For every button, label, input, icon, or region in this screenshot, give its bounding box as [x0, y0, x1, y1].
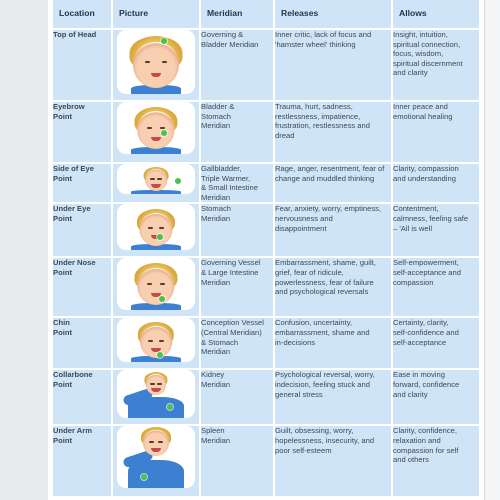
allows-cell-line: forward, confidence	[393, 379, 460, 389]
allows-cell-line: calmness, feeling safe	[393, 213, 469, 223]
location-cell	[53, 425, 112, 497]
allows-cell-line: emotional healing	[393, 111, 453, 121]
eye-shape	[149, 441, 154, 443]
releases-cell-line: Inner critic, lack of focus and	[275, 30, 372, 39]
face-shape	[137, 111, 174, 148]
location-cell	[53, 203, 112, 257]
releases-cell-line: hopelessness, insecurity, and	[275, 435, 375, 445]
tapping-point-marker	[175, 178, 181, 184]
location-cell-line: Side of Eye	[53, 164, 94, 173]
releases-cell	[274, 163, 392, 203]
meridian-cell-line: & Stomach	[201, 337, 239, 347]
meridian-cell-line: Governing &	[201, 30, 244, 39]
tapping-points-table	[53, 0, 481, 498]
releases-cell-line: embarrassment, shame and	[275, 327, 370, 337]
meridian-cell-line: Meridian	[201, 435, 231, 445]
allows-cell-line: Clarity, confidence,	[393, 426, 458, 436]
allows-cell-line: Self-empowerment,	[393, 258, 459, 268]
allows-cell-line: self-confidence and	[393, 327, 459, 337]
allows-cell-line: Clarity, compassion	[393, 164, 459, 173]
meridian-cell-line: Stomach	[201, 111, 231, 121]
meridian-cell-line: Spleen	[201, 426, 225, 436]
eye-shape	[160, 127, 165, 129]
face-shape	[139, 213, 172, 246]
meridian-cell	[200, 29, 274, 101]
meridian-cell-line: Gallbladder,	[201, 164, 242, 173]
picture-cell	[112, 29, 200, 101]
woman-face-tap-side-of-eye-icon	[117, 164, 195, 194]
tapping-point-marker	[161, 38, 167, 44]
woman-tap-under-arm-icon	[117, 426, 195, 488]
eye-shape	[148, 340, 153, 342]
picture-cell	[112, 317, 200, 369]
location-cell-line: Point	[53, 327, 72, 337]
woman-face-tap-top-of-head-icon	[117, 30, 195, 94]
allows-cell	[392, 369, 480, 425]
location-cell-line: Under Nose	[53, 258, 96, 268]
allows-cell-line: – 'All is well	[393, 223, 433, 233]
location-cell-line: Point	[53, 213, 72, 223]
table-row	[53, 203, 480, 257]
allows-cell-line: and others	[393, 455, 429, 465]
header-picture: Picture	[112, 0, 200, 29]
location-cell	[53, 257, 112, 317]
location-cell-line: Collarbone	[53, 370, 93, 380]
eye-shape	[147, 127, 152, 129]
releases-cell-line: 'hamster wheel' thinking	[275, 39, 356, 49]
woman-face-tap-under-nose-icon	[117, 258, 195, 310]
location-cell	[53, 317, 112, 369]
meridian-cell-line: Triple Warmer,	[201, 173, 251, 183]
meridian-cell	[200, 317, 274, 369]
eye-shape	[159, 340, 164, 342]
releases-cell-line: change and muddled thinking	[275, 173, 375, 183]
table-row	[53, 101, 480, 163]
allows-cell-line: relaxation and	[393, 435, 441, 445]
meridian-cell	[200, 101, 274, 163]
releases-cell-line: Confusion, uncertainty,	[275, 318, 353, 328]
releases-cell-line: nervousness and	[275, 213, 333, 223]
face-shape	[133, 42, 179, 88]
meridian-cell	[200, 425, 274, 497]
picture-cell	[112, 163, 200, 203]
allows-cell	[392, 203, 480, 257]
allows-cell-line: Certainty, clarity,	[393, 318, 449, 328]
allows-cell-line: self-acceptance	[393, 337, 447, 347]
meridian-cell-line: Meridian	[201, 213, 231, 223]
allows-cell-line: spiritual discernment	[393, 58, 463, 68]
allows-cell-line: spiritual connection,	[393, 39, 461, 49]
eye-shape	[162, 61, 167, 63]
woman-face-tap-under-eye-icon	[117, 204, 195, 250]
releases-cell-line: frustration, restlessness and	[275, 121, 370, 131]
releases-cell-line: poor self-esteem	[275, 445, 332, 455]
woman-face-tap-chin-icon	[117, 318, 195, 362]
meridian-cell-line: Bladder &	[201, 102, 235, 111]
releases-cell-line: indecision, feeling stuck and	[275, 379, 370, 389]
location-cell-line: Point	[53, 379, 72, 389]
table-header-row	[53, 0, 480, 29]
allows-cell	[392, 101, 480, 163]
meridian-cell	[200, 369, 274, 425]
location-cell-line: Chin	[53, 318, 70, 328]
meridian-cell	[200, 203, 274, 257]
meridian-cell-line: & Large Intestine	[201, 267, 259, 277]
allows-cell-line: compassion for self	[393, 445, 459, 455]
releases-cell-line: disappointment	[275, 223, 327, 233]
table-row	[53, 29, 480, 101]
allows-cell	[392, 29, 480, 101]
picture-cell	[112, 257, 200, 317]
releases-cell	[274, 203, 392, 257]
allows-cell	[392, 317, 480, 369]
releases-cell	[274, 29, 392, 101]
document-page	[48, 0, 484, 500]
releases-cell	[274, 425, 392, 497]
header-allows: Allows	[392, 0, 480, 29]
releases-cell-line: Psychological reversal, worry,	[275, 370, 375, 380]
allows-cell	[392, 425, 480, 497]
meridian-cell-line: (Central Meridian)	[201, 327, 262, 337]
location-cell-line: Point	[53, 435, 72, 445]
meridian-cell	[200, 257, 274, 317]
picture-cell	[112, 101, 200, 163]
location-cell-line: Under Eye	[53, 204, 91, 214]
meridian-cell-line: Meridian	[201, 121, 231, 131]
location-cell-line: Point	[53, 111, 72, 121]
page-scroll-edge	[484, 0, 500, 500]
meridian-cell-line: Meridian	[201, 192, 231, 202]
releases-cell-line: Guilt, obsessing, worry,	[275, 426, 354, 436]
allows-cell-line: Insight, intuition,	[393, 30, 448, 39]
table-row	[53, 257, 480, 317]
releases-cell-line: general stress	[275, 389, 323, 399]
location-cell	[53, 29, 112, 101]
allows-cell-line: focus, wisdom,	[393, 49, 444, 59]
meridian-cell	[200, 163, 274, 203]
location-cell	[53, 163, 112, 203]
releases-cell-line: Fear, anxiety, worry, emptiness,	[275, 204, 382, 214]
meridian-cell-line: Meridian	[201, 347, 231, 357]
woman-face-tap-eyebrow-icon	[117, 102, 195, 154]
picture-cell	[112, 203, 200, 257]
location-cell-line: Under Arm	[53, 426, 92, 436]
releases-cell-line: in-decisions	[275, 337, 316, 347]
releases-cell-line: powerlessness, fear of failure	[275, 277, 374, 287]
meridian-cell-line: Conception Vessel	[201, 318, 264, 328]
allows-cell-line: self-acceptance and	[393, 267, 461, 277]
allows-cell-line: Ease in moving	[393, 370, 445, 380]
allows-cell-line: compassion	[393, 277, 434, 287]
woman-tap-collarbone-icon	[117, 370, 195, 418]
meridian-cell-line: Governing Vessel	[201, 258, 261, 268]
header-meridian: Meridian	[200, 0, 274, 29]
eye-shape	[159, 227, 164, 229]
meridian-cell-line: Kidney	[201, 370, 225, 380]
allows-cell-line: Contentment,	[393, 204, 439, 214]
releases-cell-line: Trauma, hurt, sadness,	[275, 102, 353, 111]
location-cell-line: Point	[53, 267, 72, 277]
releases-cell	[274, 101, 392, 163]
meridian-cell-line: Meridian	[201, 379, 231, 389]
releases-cell-line: Rage, anger, resentment, fear of	[275, 164, 385, 173]
allows-cell-line: and clarity	[393, 68, 428, 78]
header-releases: Releases	[274, 0, 392, 29]
face-shape	[140, 326, 172, 358]
allows-cell	[392, 257, 480, 317]
meridian-cell-line: Bladder Meridian	[201, 39, 259, 49]
picture-cell	[112, 425, 200, 497]
location-cell-line: Top of Head	[53, 30, 97, 39]
face-shape	[137, 268, 174, 305]
allows-cell-line: and clarity	[393, 389, 428, 399]
location-cell-line: Point	[53, 173, 72, 183]
header-location: Location	[53, 0, 112, 29]
releases-cell-line: restlessness, impatience,	[275, 111, 361, 121]
releases-cell	[274, 369, 392, 425]
releases-cell	[274, 257, 392, 317]
table-row	[53, 317, 480, 369]
eye-shape	[145, 61, 150, 63]
releases-cell-line: Embarrassment, shame, guilt,	[275, 258, 376, 268]
releases-cell-line: dread	[275, 130, 295, 140]
table-row	[53, 369, 480, 425]
eye-shape	[150, 383, 155, 385]
meridian-cell-line: Meridian	[201, 277, 231, 287]
eye-shape	[148, 227, 153, 229]
allows-cell-line: and understanding	[393, 173, 456, 183]
table-row	[53, 163, 480, 203]
location-cell	[53, 369, 112, 425]
allows-cell	[392, 163, 480, 203]
releases-cell	[274, 317, 392, 369]
location-cell	[53, 101, 112, 163]
location-cell-line: Eyebrow	[53, 102, 85, 111]
releases-cell-line: grief, fear of ridicule,	[275, 267, 344, 277]
eye-shape	[157, 383, 162, 385]
releases-cell-line: and psychological reversals	[275, 287, 369, 297]
table-row	[53, 425, 480, 497]
meridian-cell-line: Stomach	[201, 204, 231, 214]
allows-cell-line: Inner peace and	[393, 102, 448, 111]
face-shape	[143, 430, 169, 456]
meridian-cell-line: & Small Intestine	[201, 183, 258, 193]
picture-cell	[112, 369, 200, 425]
tapping-point-marker	[161, 130, 167, 136]
